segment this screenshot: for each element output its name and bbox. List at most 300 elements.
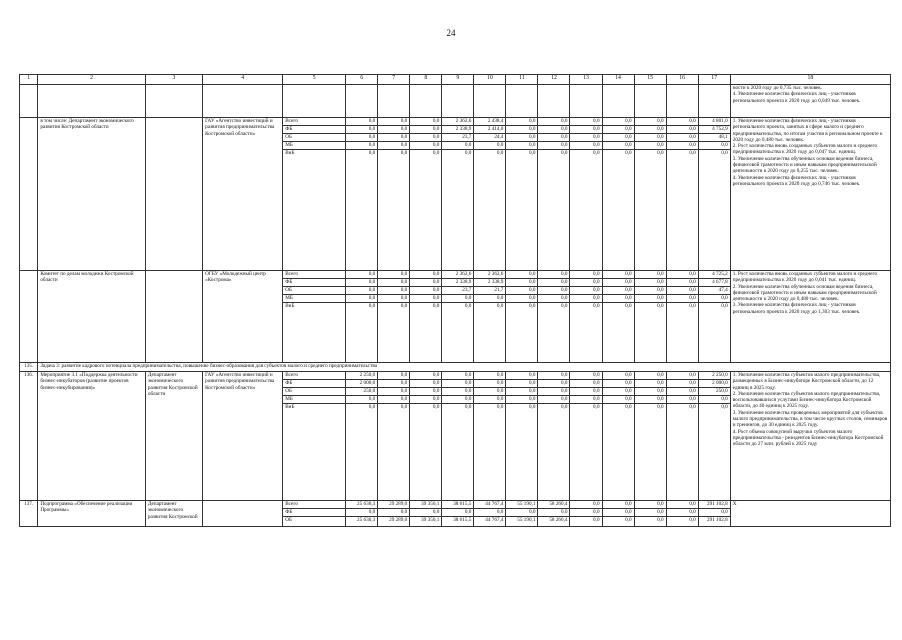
results-cell [730, 372, 890, 501]
row-number: 135. [20, 363, 38, 372]
amount-cell: 0,0 [538, 150, 570, 271]
amount-cell: 0,0 [570, 372, 602, 380]
amount-cell: 0,0 [442, 388, 474, 396]
row-number [20, 118, 38, 271]
event-name-text: Мероприятие 3.1 «Поддержка деятельности бизнес-инкубаторов (развитие проектов бизнес-инкубирования)» [40, 372, 138, 391]
amount-cell: 0,0 [442, 303, 474, 363]
amount-cell: 0,0 [378, 150, 410, 271]
amount-cell: 2 000,0 [698, 380, 730, 388]
funding-source: ВнБ [283, 404, 346, 501]
amount-cell: 0,0 [570, 303, 602, 363]
amount-cell: 0,0 [666, 126, 698, 134]
amount-cell: 0,0 [602, 380, 634, 388]
task-row [20, 363, 891, 372]
results-cell [730, 271, 890, 363]
amount-cell: 0,0 [602, 118, 634, 126]
amount-cell: 0,0 [442, 404, 474, 501]
amount-cell: 0,0 [346, 126, 378, 134]
funding-source: Всего [283, 501, 346, 509]
funding-source: ВнБ [283, 303, 346, 363]
amount-cell: 39 350,1 [410, 517, 442, 527]
funding-source: ВнБ [283, 150, 346, 271]
amount-cell: 0,0 [634, 509, 666, 517]
amount-cell: 0,0 [634, 126, 666, 134]
amount-cell: 0,0 [346, 404, 378, 501]
empty-cell [538, 85, 570, 118]
amount-cell: 0,0 [378, 126, 410, 134]
amount-cell: 0,0 [602, 517, 634, 527]
row-number [20, 271, 38, 363]
amount-cell: 0,0 [442, 396, 474, 404]
amount-cell: 0,0 [698, 404, 730, 501]
amount-cell: 0,0 [378, 287, 410, 295]
amount-cell: 0,0 [410, 150, 442, 271]
funding-source: ОБ [283, 287, 346, 295]
co-executor-text: ОГБУ «Молодежный центр «Кострома» [205, 271, 266, 284]
amount-cell: 0,0 [570, 142, 602, 150]
amount-cell: 0,0 [634, 134, 666, 142]
amount-cell: 0,0 [442, 372, 474, 380]
header-row [20, 75, 891, 85]
amount-cell: 0,0 [410, 388, 442, 396]
amount-cell: 0,0 [410, 303, 442, 363]
amount-cell: 0,0 [506, 372, 538, 380]
amount-cell: 0,0 [634, 388, 666, 396]
header-cell: 11 [506, 75, 538, 85]
amount-cell: 0,0 [666, 134, 698, 142]
amount-cell: 0,0 [506, 279, 538, 287]
funding-source: ФБ [283, 380, 346, 388]
amount-cell: 0,0 [410, 404, 442, 501]
amount-cell: 0,0 [378, 142, 410, 150]
amount-cell: 0,0 [442, 509, 474, 517]
amount-cell: 0,0 [538, 279, 570, 287]
amount-cell: 21,7 [474, 287, 506, 295]
header-cell: 17 [698, 75, 730, 85]
header-cell: 13 [570, 75, 602, 85]
amount-cell: 2 000,0 [346, 380, 378, 388]
co-executor [203, 501, 283, 527]
amount-cell: 0,0 [570, 134, 602, 142]
amount-cell: 0,0 [506, 118, 538, 126]
amount-cell: 0,0 [570, 509, 602, 517]
amount-cell: 24,4 [474, 134, 506, 142]
header-cell: 10 [474, 75, 506, 85]
header-cell: 6 [346, 75, 378, 85]
amount-cell: 0,0 [634, 142, 666, 150]
co-executor [203, 372, 283, 501]
amount-cell: 0,0 [666, 509, 698, 517]
amount-cell: 0,0 [666, 372, 698, 380]
amount-cell: 0,0 [346, 509, 378, 517]
amount-cell: 0,0 [634, 303, 666, 363]
amount-cell: 0,0 [538, 372, 570, 380]
amount-cell: 0,0 [634, 118, 666, 126]
amount-cell: 0,0 [346, 303, 378, 363]
amount-cell: 0,0 [442, 150, 474, 271]
amount-cell: 0,0 [634, 271, 666, 279]
amount-cell: 0,0 [602, 295, 634, 303]
amount-cell: 0,0 [602, 126, 634, 134]
amount-cell: 0,0 [378, 134, 410, 142]
amount-cell: 0,0 [410, 287, 442, 295]
amount-cell: 0,0 [698, 509, 730, 517]
amount-cell: 0,0 [570, 380, 602, 388]
amount-cell: 0,0 [506, 126, 538, 134]
amount-cell: 0,0 [666, 404, 698, 501]
amount-cell: 0,0 [474, 380, 506, 388]
amount-cell: 0,0 [602, 396, 634, 404]
funding-source: ФБ [283, 279, 346, 287]
financing-table [19, 74, 891, 527]
results-text: 1. Увеличение количества субъектов малого предпринимательства, размещенных в Бизнес-инкубаторе Костромской области, до 12 единиц в 2025 году. 2. Увеличение количества субъектов малого предпринимательства, воспользовавшихся услугами Бизнес-инкубатора Костромской области, до 40 единиц к 2025 году. 3. Увеличение количества проведенных мероприятий для субъектов малого предпринимательства, в том числе круглых столов, семинаров и тренингов, до 30 единиц к 2025 году. 4. Рост объема совокупной выручки субъектов малого предпринимательства - резидентов Бизнес-инкубатора Костромской области до 27 млн. рублей к 2025 году [732, 372, 888, 448]
co-executor [203, 118, 283, 271]
amount-cell: 29 289,0 [378, 501, 410, 509]
amount-cell: 2 362,6 [442, 118, 474, 126]
amount-cell: 0,0 [538, 295, 570, 303]
event-name [38, 372, 146, 501]
amount-cell: 0,0 [442, 142, 474, 150]
empty-cell [666, 85, 698, 118]
results-cell [730, 85, 890, 118]
amount-cell: 0,0 [698, 142, 730, 150]
amount-cell: 0,0 [378, 388, 410, 396]
amount-cell: 0,0 [634, 396, 666, 404]
amount-cell: 0,0 [602, 271, 634, 279]
amount-cell: 0,0 [602, 303, 634, 363]
amount-cell: 0,0 [410, 142, 442, 150]
table-row [20, 372, 891, 380]
empty-cell [602, 85, 634, 118]
header-cell: 8 [410, 75, 442, 85]
program-table-sheet [19, 74, 891, 634]
amount-cell: 44 767,4 [474, 501, 506, 509]
amount-cell: 0,0 [698, 295, 730, 303]
empty-cell [634, 85, 666, 118]
event-name [38, 501, 146, 527]
header-cell: 3 [145, 75, 202, 85]
amount-cell: 0,0 [410, 396, 442, 404]
amount-cell: 25 630,3 [346, 517, 378, 527]
amount-cell: 0,0 [506, 287, 538, 295]
amount-cell: 38 615,5 [442, 501, 474, 509]
amount-cell: 0,0 [474, 404, 506, 501]
header-cell: 7 [378, 75, 410, 85]
amount-cell: 0,0 [378, 118, 410, 126]
amount-cell: 0,0 [666, 271, 698, 279]
amount-cell: 4 752,9 [698, 126, 730, 134]
amount-cell: 39 350,1 [410, 501, 442, 509]
amount-cell: 291 102,8 [698, 517, 730, 527]
header-cell: 2 [38, 75, 146, 85]
event-name [38, 118, 146, 271]
amount-cell: 2 338,9 [474, 279, 506, 287]
amount-cell: 0,0 [346, 295, 378, 303]
amount-cell: 0,0 [474, 388, 506, 396]
header-cell: 15 [634, 75, 666, 85]
amount-cell: 48,1 [698, 134, 730, 142]
amount-cell: 47,4 [698, 287, 730, 295]
amount-cell: 4 801,0 [698, 118, 730, 126]
amount-cell: 0,0 [410, 295, 442, 303]
header-cell: 1 [20, 75, 38, 85]
amount-cell: 250,0 [698, 388, 730, 396]
header-cell: 9 [442, 75, 474, 85]
amount-cell: 0,0 [410, 118, 442, 126]
amount-cell: 0,0 [666, 501, 698, 509]
results-text: 1. Увеличение количества физических лиц - участников регионального проекта, занятых в сфере малого и среднего предпринимательства, по итогам участия в региональном проекте к 2020 году до 0,480 тыс. человек. 2. Рост количества вновь созданных субъектов малого и среднего предпринимательства к 2020 году до 0,047 тыс. единиц. 3. Увеличение количества обученных основам ведения бизнеса, финансовой грамотности и иным навыкам предпринимательской деятельности к 2020 году до 0,255 тыс. человек. 4. Увеличение количества физических лиц - участников регионального проекта к 2020 году до 0,746 тыс. человек. [732, 118, 883, 187]
funding-source: Всего [283, 271, 346, 279]
amount-cell: 0,0 [378, 372, 410, 380]
amount-cell: 0,0 [474, 396, 506, 404]
funding-source: ФБ [283, 509, 346, 517]
table-row [20, 118, 891, 126]
amount-cell: 0,0 [570, 287, 602, 295]
amount-cell: 0,0 [698, 150, 730, 271]
empty-cell [38, 85, 146, 118]
amount-cell: 0,0 [474, 150, 506, 271]
amount-cell: 0,0 [666, 279, 698, 287]
amount-cell: 0,0 [602, 388, 634, 396]
amount-cell: 0,0 [634, 279, 666, 287]
amount-cell: 0,0 [666, 118, 698, 126]
amount-cell: 0,0 [506, 396, 538, 404]
amount-cell: 0,0 [506, 388, 538, 396]
empty-cell [698, 85, 730, 118]
co-executor-text: ГАУ «Агентство инвестиций и развития предпринимательства Костромской области» [205, 372, 275, 391]
empty-cell [346, 85, 378, 118]
amount-cell: 0,0 [634, 404, 666, 501]
amount-cell: 0,0 [378, 295, 410, 303]
task-title: Задача 3: развитие кадрового потенциала предпринимательства, повышение бизнес-образования для субъектов малого и среднего предпринимательства [38, 363, 891, 372]
responsible-executor [145, 118, 202, 271]
amount-cell: 0,0 [602, 150, 634, 271]
amount-cell: 0,0 [346, 279, 378, 287]
header-cell: 18 [730, 75, 890, 85]
amount-cell: 2 338,9 [442, 126, 474, 134]
amount-cell: 0,0 [602, 404, 634, 501]
amount-cell: 0,0 [410, 380, 442, 388]
amount-cell: 0,0 [570, 118, 602, 126]
amount-cell: 0,0 [570, 396, 602, 404]
amount-cell: 0,0 [538, 388, 570, 396]
empty-cell [283, 85, 346, 118]
results-text: 1. Рост количества вновь созданных субъектов малого и среднего предпринимательства к 2020 году до 0,041 тыс. единиц. 2. Увеличение количества обученных основам ведения бизнеса, финансовой грамотности и иным навыкам предпринимательской деятельности к 2020 году до 0,480 тыс. человек. 3. Увеличение количества физических лиц - участников регионального проекта к 2020 году до 1,303 тыс. человек. [732, 271, 878, 315]
amount-cell: 0,0 [538, 303, 570, 363]
results-cell [730, 118, 890, 271]
amount-cell: 0,0 [506, 303, 538, 363]
amount-cell: 23,7 [442, 287, 474, 295]
amount-cell: 0,0 [538, 396, 570, 404]
amount-cell: 0,0 [602, 287, 634, 295]
amount-cell: 0,0 [666, 396, 698, 404]
table-row [20, 85, 891, 118]
row-number: 136. [20, 372, 38, 501]
amount-cell: 0,0 [346, 142, 378, 150]
amount-cell: 23,7 [442, 134, 474, 142]
amount-cell: 0,0 [538, 404, 570, 501]
amount-cell: 291 102,8 [698, 501, 730, 509]
amount-cell: 0,0 [442, 295, 474, 303]
amount-cell: 0,0 [538, 118, 570, 126]
amount-cell: 0,0 [506, 142, 538, 150]
amount-cell: 0,0 [506, 380, 538, 388]
amount-cell: 0,0 [378, 396, 410, 404]
funding-source: Всего [283, 118, 346, 126]
amount-cell: 0,0 [346, 271, 378, 279]
empty-cell [410, 85, 442, 118]
row-number: 137. [20, 501, 38, 527]
empty-cell [506, 85, 538, 118]
table-row [20, 501, 891, 509]
responsible-executor-text: Департамент экономического развития Костромской [147, 501, 198, 520]
amount-cell: 55 190,1 [506, 517, 538, 527]
amount-cell: 250,0 [346, 388, 378, 396]
amount-cell: 0,0 [666, 303, 698, 363]
amount-cell: 0,0 [346, 396, 378, 404]
funding-source: ОБ [283, 134, 346, 142]
amount-cell: 0,0 [698, 303, 730, 363]
amount-cell: 0,0 [410, 271, 442, 279]
amount-cell: 0,0 [602, 134, 634, 142]
amount-cell: 0,0 [378, 279, 410, 287]
amount-cell: 0,0 [474, 509, 506, 517]
empty-cell [474, 85, 506, 118]
amount-cell: 0,0 [538, 509, 570, 517]
funding-source: ОБ [283, 517, 346, 527]
amount-cell: 0,0 [666, 287, 698, 295]
amount-cell: 0,0 [346, 118, 378, 126]
amount-cell: 0,0 [634, 372, 666, 380]
amount-cell: 0,0 [506, 295, 538, 303]
amount-cell: 0,0 [346, 150, 378, 271]
results-text: Х [732, 501, 737, 507]
amount-cell: 58 260,4 [538, 517, 570, 527]
amount-cell: 0,0 [442, 380, 474, 388]
amount-cell: 4 725,2 [698, 271, 730, 279]
amount-cell: 0,0 [538, 126, 570, 134]
amount-cell: 0,0 [506, 271, 538, 279]
event-name [38, 271, 146, 363]
page-number: 24 [446, 28, 456, 38]
amount-cell: 0,0 [634, 295, 666, 303]
header-cell: 14 [602, 75, 634, 85]
amount-cell: 0,0 [506, 150, 538, 271]
amount-cell: 0,0 [570, 126, 602, 134]
amount-cell: 2 250,0 [346, 372, 378, 380]
funding-source: МБ [283, 396, 346, 404]
amount-cell: 25 630,3 [346, 501, 378, 509]
amount-cell: 0,0 [602, 509, 634, 517]
amount-cell: 0,0 [378, 404, 410, 501]
amount-cell: 0,0 [410, 509, 442, 517]
amount-cell: 0,0 [570, 271, 602, 279]
amount-cell: 0,0 [474, 372, 506, 380]
amount-cell: 0,0 [538, 134, 570, 142]
empty-cell [570, 85, 602, 118]
empty-cell [145, 85, 202, 118]
amount-cell: 0,0 [634, 380, 666, 388]
amount-cell: 0,0 [506, 134, 538, 142]
header-cell: 5 [283, 75, 346, 85]
amount-cell: 2 250,0 [698, 372, 730, 380]
funding-source: МБ [283, 142, 346, 150]
amount-cell: 0,0 [538, 271, 570, 279]
amount-cell: 55 190,1 [506, 501, 538, 509]
empty-cell [378, 85, 410, 118]
responsible-executor [145, 271, 202, 363]
event-name-text: Комитет по делам молодежи Костромской области [40, 271, 134, 284]
funding-source: ФБ [283, 126, 346, 134]
responsible-executor [145, 372, 202, 501]
amount-cell: 0,0 [634, 517, 666, 527]
amount-cell: 0,0 [410, 279, 442, 287]
empty-cell [20, 85, 38, 118]
empty-cell [442, 85, 474, 118]
event-name-text: Подпрограмма «Обеспечение реализации Программы» [40, 501, 133, 514]
amount-cell: 0,0 [378, 303, 410, 363]
header-cell: 16 [666, 75, 698, 85]
amount-cell: 0,0 [378, 271, 410, 279]
amount-cell: 0,0 [474, 295, 506, 303]
amount-cell: 44 767,4 [474, 517, 506, 527]
responsible-executor [145, 501, 202, 527]
amount-cell: 0,0 [506, 509, 538, 517]
amount-cell: 2 362,6 [474, 271, 506, 279]
co-executor-text: ГАУ «Агентство инвестиций и развития предпринимательства Костромской области» [205, 118, 275, 137]
results-cell [730, 501, 890, 527]
amount-cell: 0,0 [410, 372, 442, 380]
amount-cell: 0,0 [570, 517, 602, 527]
amount-cell: 0,0 [666, 150, 698, 271]
amount-cell: 0,0 [666, 142, 698, 150]
amount-cell: 0,0 [346, 287, 378, 295]
amount-cell: 0,0 [378, 380, 410, 388]
funding-source: Всего [283, 372, 346, 380]
amount-cell: 0,0 [346, 134, 378, 142]
amount-cell: 0,0 [538, 380, 570, 388]
amount-cell: 0,0 [666, 388, 698, 396]
amount-cell: 38 615,5 [442, 517, 474, 527]
table-row [20, 271, 891, 279]
amount-cell: 0,0 [666, 517, 698, 527]
amount-cell: 0,0 [634, 150, 666, 271]
co-executor [203, 271, 283, 363]
amount-cell: 0,0 [474, 303, 506, 363]
funding-source: ОБ [283, 388, 346, 396]
amount-cell: 4 677,8 [698, 279, 730, 287]
amount-cell: 29 289,0 [378, 517, 410, 527]
header-cell: 12 [538, 75, 570, 85]
amount-cell: 0,0 [634, 287, 666, 295]
amount-cell: 0,0 [602, 142, 634, 150]
amount-cell: 2 438,4 [474, 118, 506, 126]
amount-cell: 0,0 [506, 404, 538, 501]
amount-cell: 0,0 [570, 279, 602, 287]
amount-cell: 0,0 [378, 509, 410, 517]
amount-cell: 0,0 [410, 126, 442, 134]
amount-cell: 0,0 [602, 501, 634, 509]
amount-cell: 2 362,6 [442, 271, 474, 279]
amount-cell: 0,0 [698, 396, 730, 404]
amount-cell: 0,0 [570, 295, 602, 303]
amount-cell: 0,0 [634, 501, 666, 509]
empty-cell [203, 85, 283, 118]
header-cell: 4 [203, 75, 283, 85]
amount-cell: 0,0 [602, 279, 634, 287]
amount-cell: 0,0 [570, 501, 602, 509]
amount-cell: 2 338,9 [442, 279, 474, 287]
